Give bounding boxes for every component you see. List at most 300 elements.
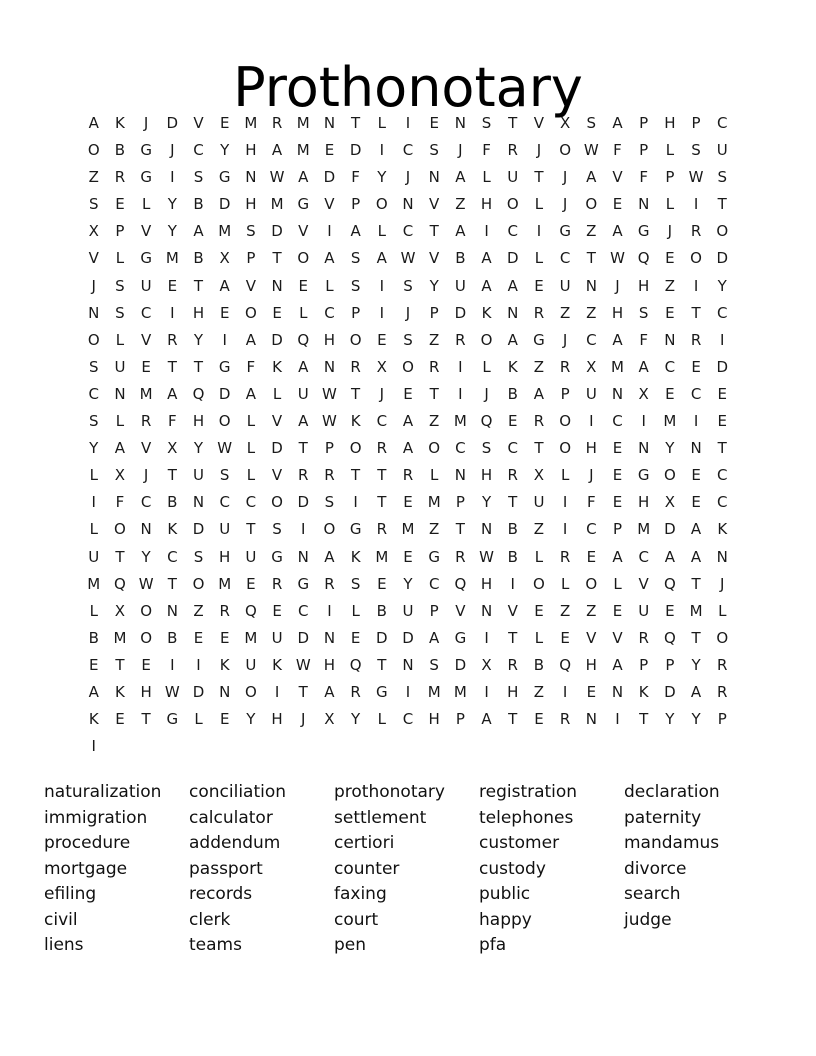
grid-cell[interactable]: A <box>298 412 309 431</box>
grid-cell[interactable]: H <box>480 574 493 593</box>
grid-cell[interactable]: N <box>480 520 493 539</box>
grid-cell[interactable]: B <box>507 520 518 539</box>
word-list-item[interactable]: mortgage <box>44 858 128 879</box>
grid-cell[interactable]: R <box>402 466 414 485</box>
grid-cell[interactable]: U <box>245 547 257 566</box>
grid-cell[interactable]: P <box>455 710 465 729</box>
grid-cell[interactable]: M <box>244 114 258 132</box>
grid-cell[interactable]: L <box>115 330 125 349</box>
grid-cell[interactable]: T <box>272 249 282 268</box>
grid-cell[interactable]: S <box>193 547 204 566</box>
grid-cell[interactable]: N <box>140 520 152 539</box>
grid-cell[interactable]: J <box>143 114 149 132</box>
grid-cell[interactable]: E <box>403 493 413 512</box>
grid-cell[interactable]: N <box>454 466 466 485</box>
grid-cell[interactable]: C <box>140 493 152 512</box>
word-list-item[interactable]: certiori <box>334 833 395 853</box>
grid-cell[interactable]: M <box>218 574 232 593</box>
grid-cell[interactable]: E <box>717 412 727 431</box>
grid-cell[interactable]: T <box>377 655 387 674</box>
grid-cell[interactable]: W <box>688 168 704 187</box>
grid-cell[interactable]: A <box>219 276 230 295</box>
grid-cell[interactable]: L <box>115 249 125 268</box>
grid-cell[interactable]: E <box>219 710 230 729</box>
grid-cell[interactable]: S <box>115 276 125 295</box>
grid-cell[interactable]: V <box>429 195 440 214</box>
grid-cell[interactable]: J <box>301 710 306 729</box>
word-list-item[interactable]: public <box>479 884 531 904</box>
grid-cell[interactable]: R <box>376 439 388 458</box>
grid-cell[interactable]: S <box>115 303 125 322</box>
grid-cell[interactable]: K <box>507 357 518 376</box>
grid-cell[interactable]: P <box>429 601 439 620</box>
grid-cell[interactable]: P <box>639 655 649 674</box>
grid-cell[interactable]: I <box>327 601 332 620</box>
grid-cell[interactable]: D <box>506 249 519 268</box>
grid-cell[interactable]: I <box>458 384 463 403</box>
grid-cell[interactable]: N <box>585 710 597 729</box>
grid-cell[interactable]: Z <box>429 412 440 431</box>
grid-cell[interactable]: C <box>717 466 728 485</box>
grid-cell[interactable]: G <box>140 141 152 160</box>
grid-cell[interactable]: I <box>693 195 699 214</box>
grid-cell[interactable]: M <box>270 195 284 214</box>
word-list-item[interactable]: civil <box>44 909 78 930</box>
grid-cell[interactable]: V <box>271 466 283 485</box>
grid-cell[interactable]: C <box>455 439 466 458</box>
grid-cell[interactable]: U <box>193 466 204 485</box>
grid-cell[interactable]: Q <box>349 655 362 674</box>
grid-cell[interactable]: A <box>612 655 623 674</box>
grid-cell[interactable]: S <box>88 357 99 376</box>
grid-cell[interactable]: O <box>375 195 388 214</box>
word-list-item[interactable]: addendum <box>189 833 281 853</box>
grid-cell[interactable]: N <box>402 655 414 674</box>
grid-cell[interactable]: Y <box>141 547 151 566</box>
grid-cell[interactable]: B <box>193 195 204 214</box>
grid-cell[interactable]: F <box>351 168 360 187</box>
grid-cell[interactable]: S <box>717 168 728 187</box>
grid-cell[interactable]: I <box>693 412 699 431</box>
grid-cell[interactable]: E <box>665 249 675 268</box>
grid-cell[interactable]: Q <box>297 330 310 349</box>
grid-cell[interactable]: U <box>140 276 152 295</box>
grid-cell[interactable]: E <box>193 628 204 647</box>
grid-cell[interactable]: I <box>91 493 96 512</box>
grid-cell[interactable]: G <box>637 466 650 485</box>
grid-cell[interactable]: H <box>428 710 440 729</box>
grid-cell[interactable]: G <box>166 710 179 729</box>
grid-cell[interactable]: S <box>481 439 492 458</box>
grid-cell[interactable]: K <box>717 520 728 539</box>
word-list-item[interactable]: counter <box>334 858 400 879</box>
grid-cell[interactable]: V <box>638 574 649 593</box>
grid-cell[interactable]: M <box>113 628 127 647</box>
grid-cell[interactable]: E <box>612 195 623 214</box>
grid-cell[interactable]: K <box>167 520 178 539</box>
grid-cell[interactable]: L <box>115 412 125 431</box>
grid-cell[interactable]: A <box>612 547 623 566</box>
grid-cell[interactable]: N <box>611 682 624 701</box>
grid-cell[interactable]: V <box>140 330 152 349</box>
grid-cell[interactable]: O <box>349 439 362 458</box>
grid-cell[interactable]: R <box>455 330 466 349</box>
grid-cell[interactable]: H <box>638 493 650 512</box>
grid-cell[interactable]: A <box>612 222 623 241</box>
grid-cell[interactable]: E <box>219 628 230 647</box>
grid-cell[interactable]: S <box>403 276 413 295</box>
grid-cell[interactable]: F <box>613 141 622 160</box>
grid-cell[interactable]: I <box>536 222 542 241</box>
grid-cell[interactable]: X <box>167 439 178 458</box>
grid-cell[interactable]: L <box>246 439 256 458</box>
grid-cell[interactable]: G <box>559 222 571 241</box>
grid-cell[interactable]: E <box>534 601 544 620</box>
grid-cell[interactable]: U <box>533 493 545 512</box>
grid-cell[interactable]: A <box>324 682 335 701</box>
grid-cell[interactable]: V <box>533 114 545 132</box>
grid-cell[interactable]: T <box>691 303 701 322</box>
grid-cell[interactable]: M <box>218 222 232 241</box>
grid-cell[interactable]: H <box>507 682 519 701</box>
grid-cell[interactable]: D <box>454 303 467 322</box>
grid-cell[interactable]: M <box>87 574 101 593</box>
word-list-item[interactable]: custody <box>479 858 546 879</box>
grid-cell[interactable]: E <box>665 601 675 620</box>
grid-cell[interactable]: E <box>219 114 230 132</box>
grid-cell[interactable]: S <box>88 195 99 214</box>
grid-cell[interactable]: Z <box>455 195 466 214</box>
grid-cell[interactable]: C <box>402 141 414 160</box>
grid-cell[interactable]: I <box>379 303 385 322</box>
grid-cell[interactable]: L <box>430 466 439 485</box>
grid-cell[interactable]: G <box>218 357 231 376</box>
grid-cell[interactable]: J <box>484 384 489 403</box>
grid-cell[interactable]: E <box>612 601 623 620</box>
grid-cell[interactable]: A <box>114 439 126 458</box>
grid-cell[interactable]: T <box>141 710 151 729</box>
grid-cell[interactable]: S <box>638 303 649 322</box>
grid-cell[interactable]: E <box>403 547 413 566</box>
grid-cell[interactable]: C <box>298 601 309 620</box>
grid-cell[interactable]: J <box>720 574 725 593</box>
grid-cell[interactable]: Z <box>429 520 440 539</box>
grid-cell[interactable]: M <box>244 628 258 647</box>
grid-cell[interactable]: R <box>533 412 545 431</box>
grid-cell[interactable]: N <box>428 168 440 187</box>
grid-cell[interactable]: U <box>559 276 571 295</box>
grid-cell[interactable]: B <box>167 493 178 512</box>
grid-cell[interactable]: M <box>139 384 153 403</box>
grid-cell[interactable]: N <box>638 195 650 214</box>
grid-cell[interactable]: R <box>271 114 283 132</box>
grid-cell[interactable]: T <box>508 114 518 132</box>
grid-cell[interactable]: H <box>192 303 205 322</box>
grid-cell[interactable]: S <box>586 114 597 132</box>
grid-cell[interactable]: S <box>193 168 204 187</box>
grid-cell[interactable]: T <box>691 628 701 647</box>
grid-cell[interactable]: O <box>533 574 545 593</box>
grid-cell[interactable]: O <box>559 439 572 458</box>
grid-cell[interactable]: Z <box>586 303 597 322</box>
grid-cell[interactable]: N <box>245 168 257 187</box>
grid-cell[interactable]: M <box>401 520 415 539</box>
grid-cell[interactable]: J <box>667 222 673 241</box>
word-list-item[interactable]: procedure <box>44 833 131 853</box>
grid-cell[interactable]: E <box>665 384 675 403</box>
word-list-item[interactable]: declaration <box>624 782 720 802</box>
grid-cell[interactable]: E <box>612 493 623 512</box>
grid-cell[interactable]: I <box>379 141 385 160</box>
grid-cell[interactable]: W <box>400 249 416 268</box>
grid-cell[interactable]: O <box>716 222 729 241</box>
grid-cell[interactable]: R <box>559 547 571 566</box>
grid-cell[interactable]: U <box>245 655 257 674</box>
grid-cell[interactable]: L <box>89 466 98 485</box>
grid-cell[interactable]: O <box>323 520 336 539</box>
grid-cell[interactable]: D <box>271 222 283 241</box>
grid-cell[interactable]: Y <box>665 710 675 729</box>
word-list-item[interactable]: pen <box>334 935 367 955</box>
grid-cell[interactable]: T <box>193 276 204 295</box>
grid-cell[interactable]: K <box>350 547 361 566</box>
grid-cell[interactable]: T <box>167 466 177 485</box>
grid-cell[interactable]: T <box>351 114 361 132</box>
grid-cell[interactable]: J <box>589 466 594 485</box>
grid-cell[interactable]: S <box>350 249 361 268</box>
grid-cell[interactable]: A <box>324 249 335 268</box>
grid-cell[interactable]: S <box>272 520 282 539</box>
grid-cell[interactable]: E <box>324 141 335 160</box>
grid-cell[interactable]: C <box>717 303 728 322</box>
grid-cell[interactable]: L <box>482 357 491 376</box>
grid-cell[interactable]: N <box>323 114 336 132</box>
grid-cell[interactable]: E <box>429 114 439 132</box>
grid-cell[interactable]: J <box>405 168 411 187</box>
grid-cell[interactable]: O <box>506 195 519 214</box>
grid-cell[interactable]: M <box>453 682 467 701</box>
grid-cell[interactable]: E <box>350 628 361 647</box>
grid-cell[interactable]: O <box>192 574 205 593</box>
grid-cell[interactable]: X <box>586 357 597 376</box>
grid-cell[interactable]: C <box>507 439 518 458</box>
grid-cell[interactable]: I <box>589 412 594 431</box>
grid-cell[interactable]: Y <box>377 168 387 187</box>
grid-cell[interactable]: D <box>192 682 205 701</box>
grid-cell[interactable]: O <box>297 249 310 268</box>
grid-cell[interactable]: O <box>244 303 257 322</box>
grid-cell[interactable]: A <box>586 168 597 187</box>
grid-cell[interactable]: C <box>324 303 335 322</box>
grid-cell[interactable]: T <box>377 466 387 485</box>
grid-cell[interactable]: M <box>375 547 389 566</box>
grid-cell[interactable]: E <box>586 547 597 566</box>
grid-cell[interactable]: A <box>612 114 623 132</box>
grid-cell[interactable]: H <box>480 466 493 485</box>
grid-cell[interactable]: M <box>296 114 310 132</box>
grid-cell[interactable]: A <box>167 384 178 403</box>
grid-cell[interactable]: D <box>218 195 231 214</box>
grid-cell[interactable]: X <box>481 655 492 674</box>
grid-cell[interactable]: D <box>716 357 729 376</box>
grid-cell[interactable]: F <box>639 168 648 187</box>
grid-cell[interactable]: T <box>455 520 465 539</box>
grid-cell[interactable]: I <box>720 330 725 349</box>
grid-cell[interactable]: U <box>297 384 309 403</box>
grid-cell[interactable]: Y <box>351 710 361 729</box>
grid-cell[interactable]: I <box>170 303 175 322</box>
grid-cell[interactable]: Z <box>88 168 99 187</box>
grid-cell[interactable]: X <box>114 466 126 485</box>
grid-cell[interactable]: I <box>693 276 699 295</box>
grid-cell[interactable]: O <box>271 493 283 512</box>
grid-cell[interactable]: K <box>219 655 230 674</box>
grid-cell[interactable]: N <box>585 276 597 295</box>
grid-cell[interactable]: T <box>508 493 518 512</box>
grid-cell[interactable]: S <box>219 466 230 485</box>
grid-cell[interactable]: E <box>246 574 256 593</box>
grid-cell[interactable]: C <box>507 222 518 241</box>
grid-cell[interactable]: Q <box>663 628 676 647</box>
grid-cell[interactable]: E <box>141 357 151 376</box>
grid-cell[interactable]: I <box>353 493 358 512</box>
grid-cell[interactable]: I <box>91 737 96 756</box>
word-list-item[interactable]: clerk <box>189 909 231 930</box>
grid-cell[interactable]: T <box>639 710 649 729</box>
grid-cell[interactable]: B <box>167 628 178 647</box>
grid-cell[interactable]: W <box>610 249 625 268</box>
grid-cell[interactable]: P <box>351 195 361 214</box>
grid-cell[interactable]: Q <box>192 384 205 403</box>
grid-cell[interactable]: Y <box>246 710 256 729</box>
grid-cell[interactable]: B <box>193 249 204 268</box>
grid-cell[interactable]: E <box>691 493 701 512</box>
grid-cell[interactable]: L <box>246 412 256 431</box>
grid-cell[interactable]: A <box>429 628 440 647</box>
grid-cell[interactable]: B <box>507 547 518 566</box>
grid-cell[interactable]: D <box>271 439 283 458</box>
grid-cell[interactable]: Q <box>559 655 572 674</box>
grid-cell[interactable]: E <box>219 303 230 322</box>
grid-cell[interactable]: L <box>534 249 544 268</box>
grid-cell[interactable]: U <box>638 601 650 620</box>
grid-cell[interactable]: V <box>245 276 256 295</box>
grid-cell[interactable]: I <box>405 682 411 701</box>
grid-cell[interactable]: H <box>611 303 624 322</box>
grid-cell[interactable]: D <box>349 141 362 160</box>
grid-cell[interactable]: T <box>534 439 544 458</box>
word-list-item[interactable]: divorce <box>624 858 687 879</box>
grid-cell[interactable]: V <box>271 412 283 431</box>
grid-cell[interactable]: N <box>638 439 650 458</box>
grid-cell[interactable]: N <box>454 114 466 132</box>
word-list-item[interactable]: faxing <box>334 884 387 904</box>
grid-cell[interactable]: C <box>167 547 178 566</box>
grid-cell[interactable]: A <box>376 249 387 268</box>
grid-cell[interactable]: W <box>583 141 599 160</box>
grid-cell[interactable]: E <box>534 276 544 295</box>
grid-cell[interactable]: N <box>690 439 702 458</box>
grid-cell[interactable]: Q <box>637 249 650 268</box>
grid-cell[interactable]: C <box>664 357 676 376</box>
grid-cell[interactable]: U <box>402 601 414 620</box>
grid-cell[interactable]: D <box>192 520 205 539</box>
puzzle-grid[interactable] <box>81 110 736 760</box>
grid-cell[interactable]: F <box>639 330 648 349</box>
word-list-item[interactable]: passport <box>189 858 263 879</box>
grid-cell[interactable]: T <box>377 493 387 512</box>
grid-cell[interactable]: G <box>454 628 467 647</box>
grid-cell[interactable]: W <box>217 439 233 458</box>
grid-cell[interactable]: K <box>350 412 361 431</box>
grid-cell[interactable]: I <box>196 655 201 674</box>
grid-cell[interactable]: A <box>481 249 492 268</box>
grid-cell[interactable]: R <box>717 655 728 674</box>
grid-cell[interactable]: C <box>559 249 571 268</box>
grid-cell[interactable]: R <box>428 357 440 376</box>
grid-cell[interactable]: Q <box>663 574 676 593</box>
word-list-item[interactable]: mandamus <box>624 833 720 853</box>
grid-cell[interactable]: Y <box>220 141 230 160</box>
grid-cell[interactable]: I <box>484 222 489 241</box>
grid-cell[interactable]: L <box>377 710 386 729</box>
grid-cell[interactable]: O <box>690 249 702 268</box>
grid-cell[interactable]: E <box>508 412 518 431</box>
grid-cell[interactable]: V <box>88 249 99 268</box>
grid-cell[interactable]: L <box>560 466 570 485</box>
grid-cell[interactable]: L <box>718 601 727 620</box>
grid-cell[interactable]: I <box>222 330 227 349</box>
grid-cell[interactable]: J <box>536 141 542 160</box>
grid-cell[interactable]: J <box>143 466 149 485</box>
grid-cell[interactable]: R <box>717 682 728 701</box>
grid-cell[interactable]: L <box>534 547 544 566</box>
grid-cell[interactable]: T <box>508 628 518 647</box>
grid-cell[interactable]: W <box>479 547 494 566</box>
grid-cell[interactable]: A <box>298 168 309 187</box>
grid-cell[interactable]: R <box>324 466 335 485</box>
grid-cell[interactable]: D <box>271 330 283 349</box>
grid-cell[interactable]: I <box>562 520 568 539</box>
grid-cell[interactable]: P <box>324 439 334 458</box>
grid-cell[interactable]: D <box>297 493 310 512</box>
grid-cell[interactable]: P <box>246 249 256 268</box>
grid-cell[interactable]: A <box>193 222 204 241</box>
grid-cell[interactable]: R <box>167 330 178 349</box>
grid-cell[interactable]: A <box>690 520 702 539</box>
grid-cell[interactable]: Y <box>691 655 701 674</box>
grid-cell[interactable]: S <box>481 114 492 132</box>
grid-cell[interactable]: L <box>194 710 203 729</box>
grid-cell[interactable]: J <box>562 330 568 349</box>
grid-cell[interactable]: C <box>586 330 597 349</box>
grid-cell[interactable]: U <box>454 276 466 295</box>
grid-cell[interactable]: A <box>638 357 649 376</box>
grid-cell[interactable]: Y <box>193 439 204 458</box>
grid-cell[interactable]: M <box>689 601 703 620</box>
grid-cell[interactable]: V <box>612 168 623 187</box>
grid-cell[interactable]: R <box>376 520 388 539</box>
grid-cell[interactable]: L <box>613 574 622 593</box>
grid-cell[interactable]: D <box>376 628 388 647</box>
grid-cell[interactable]: I <box>327 222 332 241</box>
grid-cell[interactable]: B <box>533 655 545 674</box>
grid-cell[interactable]: U <box>88 547 100 566</box>
grid-cell[interactable]: R <box>638 628 649 647</box>
grid-cell[interactable]: C <box>586 520 597 539</box>
grid-cell[interactable]: S <box>246 222 256 241</box>
grid-cell[interactable]: E <box>691 357 701 376</box>
